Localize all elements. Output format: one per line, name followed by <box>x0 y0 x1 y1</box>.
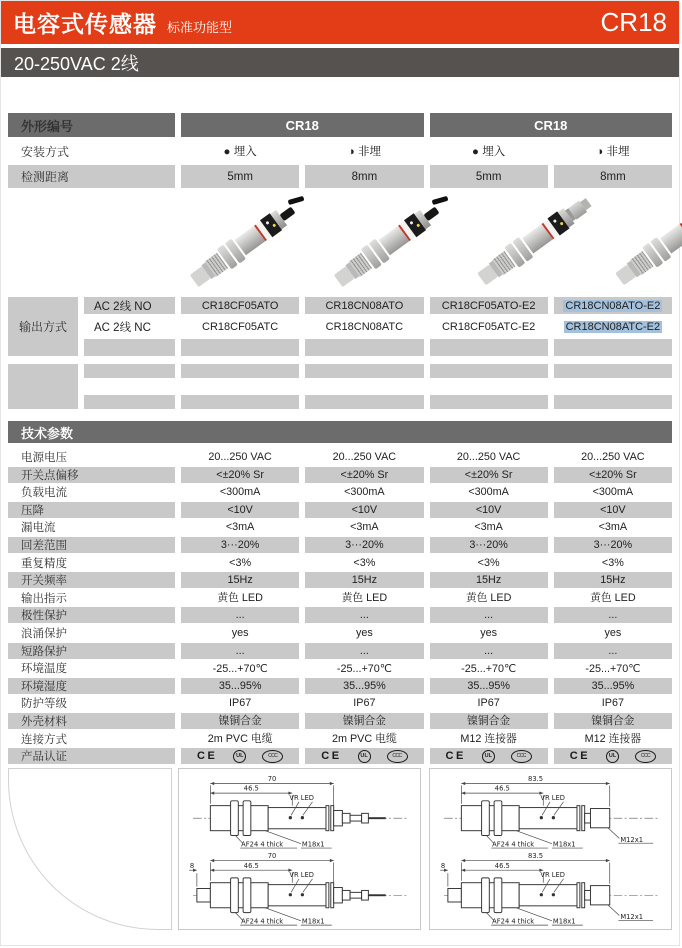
tech-row <box>8 555 672 571</box>
mounting-row <box>8 140 672 162</box>
svg-text:83.5: 83.5 <box>528 851 544 860</box>
tech-row-label: 产品认证 <box>8 748 175 764</box>
mounting-value-cell: ◑ 非埋 <box>347 146 381 158</box>
distance-label: 检测距离 <box>8 165 175 188</box>
tech-row-label: 环境温度 <box>21 663 67 676</box>
empty-row <box>84 364 672 378</box>
tech-row <box>8 625 672 641</box>
empty-cell <box>430 395 548 409</box>
part-number-cell <box>554 318 672 335</box>
sensor-photo-body <box>187 190 313 291</box>
tech-value-cell: 15Hz <box>554 572 672 588</box>
tech-row <box>8 607 672 623</box>
tech-value-cell: 20...250 VAC <box>581 451 645 463</box>
empty-cell <box>554 339 672 356</box>
tech-value-cell: <3% <box>229 556 252 569</box>
ce-mark-icon: CE <box>569 750 591 763</box>
empty-cell <box>84 339 175 356</box>
tech-value-cell: <300mA <box>468 486 509 499</box>
empty-cell <box>305 364 423 378</box>
empty-cell <box>181 395 299 409</box>
distance-value-cell: 5mm <box>430 165 548 188</box>
tech-value-cell: <3% <box>477 556 500 569</box>
tech-value-cell: yes <box>231 626 249 639</box>
tech-row-label: 电源电压 <box>21 452 67 464</box>
output-block <box>8 297 672 356</box>
tech-row-label: 浪涌保护 <box>21 627 67 640</box>
tech-row-label: 外壳材料 <box>8 713 175 729</box>
ccc-mark-icon: CCC <box>387 750 408 763</box>
output-type-label: AC 2线 NO <box>84 297 175 314</box>
part-number: CR18CN08ATO <box>325 299 404 312</box>
empty-row <box>84 395 672 409</box>
photo-spacer <box>8 188 175 293</box>
ccc-mark-icon: CCC <box>635 750 656 763</box>
tech-value-cell: 35...95% <box>430 678 548 694</box>
tech-value-cell: M12 连接器 <box>584 733 642 745</box>
tech-row-label: 压降 <box>8 502 175 518</box>
svg-text:46.5: 46.5 <box>495 861 511 870</box>
series-header-2: CR18 <box>430 113 673 137</box>
svg-text:83.5: 83.5 <box>528 774 544 783</box>
part-number-cell <box>554 297 672 314</box>
tech-value-cell: 镍铜合金 <box>554 713 672 729</box>
distance-value-cell: 5mm <box>181 165 299 188</box>
svg-text:VR LED: VR LED <box>289 870 315 879</box>
svg-text:46.5: 46.5 <box>495 784 511 793</box>
part-number: CR18CF05ATO-E2 <box>441 299 536 312</box>
certification-icons <box>430 750 548 763</box>
tech-row <box>8 519 672 535</box>
tech-value-cell: IP67 <box>353 697 376 710</box>
sensor-photo-body <box>612 192 682 290</box>
tech-value-cell: -25...+70℃ <box>336 662 392 675</box>
part-number-cell <box>430 297 548 314</box>
tech-value-cell: ... <box>430 643 548 659</box>
tech-value-cell: 黄色 LED <box>465 592 512 605</box>
tech-row <box>8 449 672 465</box>
ul-mark-icon: UL <box>606 750 619 763</box>
tech-value-cell: ... <box>430 607 548 623</box>
tech-row-label: 重复精度 <box>21 557 67 570</box>
tech-value-cell: <10V <box>305 502 423 518</box>
distance-value-cell: 8mm <box>554 165 672 188</box>
tech-value-cell: M12 连接器 <box>460 733 517 745</box>
voltage-label: 20-250VAC 2线 <box>14 53 139 74</box>
empty-cell <box>181 364 299 378</box>
tech-row-label: 连接方式 <box>21 733 67 746</box>
part-number-cell <box>181 318 299 335</box>
tech-row-label: 防护等级 <box>21 698 67 711</box>
certification-icons <box>554 750 672 763</box>
sensor-photo-body <box>331 190 457 291</box>
tech-value-cell: 黄色 LED <box>590 592 636 605</box>
part-number: CR18CF05ATC-E2 <box>441 320 536 333</box>
tech-row <box>8 643 672 659</box>
svg-text:M18x1: M18x1 <box>302 840 325 849</box>
part-number: CR18CF05ATC <box>202 320 279 333</box>
tech-value-cell: <3mA <box>474 521 503 534</box>
tech-row-label: 漏电流 <box>21 522 56 535</box>
tech-row <box>8 502 672 518</box>
output-block-2 <box>8 364 672 409</box>
tech-value-cell: ... <box>554 607 672 623</box>
empty-cell <box>430 364 548 378</box>
tech-value-cell: <±20% Sr <box>430 467 548 483</box>
tech-value-cell: 20...250 VAC <box>208 451 272 463</box>
ccc-mark-icon: CCC <box>511 750 532 763</box>
tech-value-cell: IP67 <box>229 697 252 710</box>
tech-row <box>8 484 672 500</box>
ce-mark-icon: CE <box>197 750 218 763</box>
tech-value-cell: <±20% Sr <box>305 467 423 483</box>
tech-value-cell: -25...+70℃ <box>212 662 268 675</box>
svg-text:M18x1: M18x1 <box>302 917 325 926</box>
certification-icons <box>181 750 299 763</box>
tech-value-cell <box>430 748 548 764</box>
series-header-1: CR18 <box>181 113 424 137</box>
tech-row <box>8 713 672 729</box>
tech-value-cell: 镍铜合金 <box>181 713 299 729</box>
output-method-label: 输出方式 <box>8 297 78 356</box>
tech-value-cell: 35...95% <box>181 678 299 694</box>
tech-row <box>8 537 672 553</box>
ccc-mark-icon: CCC <box>262 750 283 763</box>
rounded-corner-box <box>8 768 172 930</box>
svg-text:AF24 4 thick: AF24 4 thick <box>492 840 535 849</box>
tech-row <box>8 678 672 694</box>
svg-text:M12x1: M12x1 <box>620 912 644 921</box>
tech-value-cell: ... <box>554 643 672 659</box>
tech-table <box>8 449 672 764</box>
distance-value-cell: 8mm <box>305 165 423 188</box>
tech-row-label: 回差范围 <box>8 537 175 553</box>
shape-number-label: 外形编号 <box>8 113 175 137</box>
tech-value-cell: <300mA <box>344 486 385 499</box>
tech-value-cell: 35...95% <box>305 678 423 694</box>
tech-value-cell: <10V <box>554 502 672 518</box>
sensor-photo <box>607 188 682 293</box>
empty-cell <box>554 364 672 378</box>
empty-side-cell <box>8 364 78 409</box>
output-type-label: AC 2线 NC <box>94 321 151 334</box>
tech-row <box>8 695 672 711</box>
tech-value-cell: yes <box>480 626 498 639</box>
tech-section-bar <box>8 421 672 443</box>
empty-cell <box>430 339 548 356</box>
part-number-cell <box>305 318 423 335</box>
tech-value-cell: yes <box>604 626 622 639</box>
tech-value-cell <box>554 748 672 764</box>
tech-value-cell: 35...95% <box>554 678 672 694</box>
ul-mark-icon: UL <box>233 750 246 763</box>
tech-value-cell: <3mA <box>350 521 379 534</box>
part-number-cell <box>181 297 299 314</box>
svg-text:M12x1: M12x1 <box>620 835 644 844</box>
part-number[interactable]: CR18CN08ATO-E2 <box>565 299 661 312</box>
tech-value-cell: <10V <box>181 502 299 518</box>
tech-row <box>8 590 672 606</box>
svg-text:8: 8 <box>190 861 195 870</box>
ce-mark-icon: CE <box>445 750 466 763</box>
tech-value-cell: yes <box>355 626 373 639</box>
tech-value-cell: ... <box>181 643 299 659</box>
part-number[interactable]: CR18CN08ATC-E2 <box>565 320 661 333</box>
part-number-cell <box>305 297 423 314</box>
output-row <box>84 318 672 335</box>
tech-value-cell: -25...+70℃ <box>461 662 517 675</box>
tech-row-label: 开关点偏移 <box>8 467 175 483</box>
output-row <box>84 297 672 314</box>
mounting-value-cell: ● 埋入 <box>472 146 506 158</box>
tech-value-cell: <3% <box>601 556 624 569</box>
svg-text:70: 70 <box>267 774 277 783</box>
drawings-row <box>8 768 672 930</box>
tech-value-cell: <300mA <box>219 486 261 499</box>
tech-row <box>8 748 672 764</box>
svg-text:46.5: 46.5 <box>243 784 259 793</box>
empty-cell <box>84 364 175 378</box>
tech-value-cell: <3% <box>353 556 376 569</box>
tech-value-cell: 3···20% <box>181 537 299 553</box>
part-number: CR18CN08ATC <box>325 320 404 333</box>
tech-value-cell: <3mA <box>225 521 255 534</box>
tech-value-cell: -25...+70℃ <box>585 662 641 675</box>
svg-text:VR LED: VR LED <box>540 870 566 879</box>
tech-value-cell: 黄色 LED <box>341 592 388 605</box>
svg-text:46.5: 46.5 <box>243 861 259 870</box>
tech-value-cell: 镍铜合金 <box>430 713 548 729</box>
tech-row <box>8 731 672 747</box>
tech-value-cell: 15Hz <box>181 572 299 588</box>
page-header <box>1 1 679 44</box>
svg-text:AF24 4 thick: AF24 4 thick <box>241 840 284 849</box>
tech-value-cell: 3···20% <box>305 537 423 553</box>
tech-value-cell: ... <box>305 607 423 623</box>
tech-value-cell: 3···20% <box>430 537 548 553</box>
dimension-drawing-cable <box>178 768 421 930</box>
tech-value-cell: 20...250 VAC <box>456 451 521 463</box>
tech-value-cell: ... <box>181 607 299 623</box>
tech-section-title: 技术参数 <box>21 425 74 441</box>
empty-cell <box>181 339 299 356</box>
ul-mark-icon: UL <box>358 750 371 763</box>
tech-value-cell: <±20% Sr <box>181 467 299 483</box>
ul-mark-icon: UL <box>482 750 495 763</box>
tech-row <box>8 467 672 483</box>
mounting-value-cell: ◑ 非埋 <box>596 146 630 158</box>
svg-text:AF24 4 thick: AF24 4 thick <box>241 917 284 926</box>
distance-row <box>8 165 672 188</box>
svg-text:M18x1: M18x1 <box>553 840 576 849</box>
tech-row-label: 环境湿度 <box>8 678 175 694</box>
tech-value-cell <box>305 748 423 764</box>
product-photos-row <box>8 188 672 293</box>
model-code: CR18 <box>600 7 667 37</box>
certification-icons <box>305 750 423 763</box>
sensor-photo <box>181 188 319 293</box>
svg-text:8: 8 <box>441 861 446 870</box>
sensor-photo <box>469 188 601 293</box>
tech-value-cell: 2m PVC 电缆 <box>331 733 397 745</box>
part-number: CR18CF05ATO <box>201 299 279 312</box>
svg-text:M18x1: M18x1 <box>553 917 576 926</box>
tech-value-cell: <300mA <box>592 486 634 499</box>
svg-text:VR LED: VR LED <box>540 793 566 802</box>
tech-value-cell: 黄色 LED <box>217 592 263 605</box>
tech-value-cell: <3mA <box>598 521 628 534</box>
tech-row-label: 极性保护 <box>8 607 175 623</box>
tech-row <box>8 572 672 588</box>
tech-row <box>8 660 672 676</box>
svg-text:70: 70 <box>267 851 277 860</box>
tech-row-label: 短路保护 <box>8 643 175 659</box>
empty-cell <box>84 395 175 409</box>
tech-value-cell: IP67 <box>601 697 624 710</box>
output-empty-row <box>84 339 672 356</box>
empty-cell <box>305 339 423 356</box>
svg-text:VR LED: VR LED <box>289 793 315 802</box>
tech-value-cell: 15Hz <box>305 572 423 588</box>
ce-mark-icon: CE <box>321 750 342 763</box>
tech-value-cell: 3···20% <box>554 537 672 553</box>
tech-value-cell: <±20% Sr <box>554 467 672 483</box>
part-number-cell <box>430 318 548 335</box>
series-header-row <box>8 113 672 137</box>
empty-cell <box>305 395 423 409</box>
sensor-photo <box>325 188 463 293</box>
tech-value-cell: <10V <box>430 502 548 518</box>
tech-value-cell: 镍铜合金 <box>305 713 423 729</box>
content-area <box>1 113 679 930</box>
tech-row-label: 输出指示 <box>21 592 67 605</box>
tech-value-cell <box>181 748 299 764</box>
tech-value-cell: IP67 <box>477 697 500 710</box>
tech-row-label: 负载电流 <box>21 487 67 500</box>
page-subtitle: 标准功能型 <box>167 20 233 35</box>
tech-value-cell: 15Hz <box>430 572 548 588</box>
mounting-value-cell: ● 埋入 <box>223 146 257 158</box>
dimension-drawing-connector <box>429 768 672 930</box>
svg-text:AF24 4 thick: AF24 4 thick <box>492 917 535 926</box>
tech-value-cell: ... <box>305 643 423 659</box>
sensor-photo-body <box>474 192 595 290</box>
voltage-bar <box>1 48 679 77</box>
tech-value-cell: 20...250 VAC <box>332 451 397 463</box>
tech-row-label: 开关频率 <box>8 572 175 588</box>
empty-cell <box>554 395 672 409</box>
page-title: 电容式传感器 <box>13 11 157 37</box>
tech-value-cell: 2m PVC 电缆 <box>207 733 273 745</box>
mounting-label: 安装方式 <box>21 144 70 159</box>
